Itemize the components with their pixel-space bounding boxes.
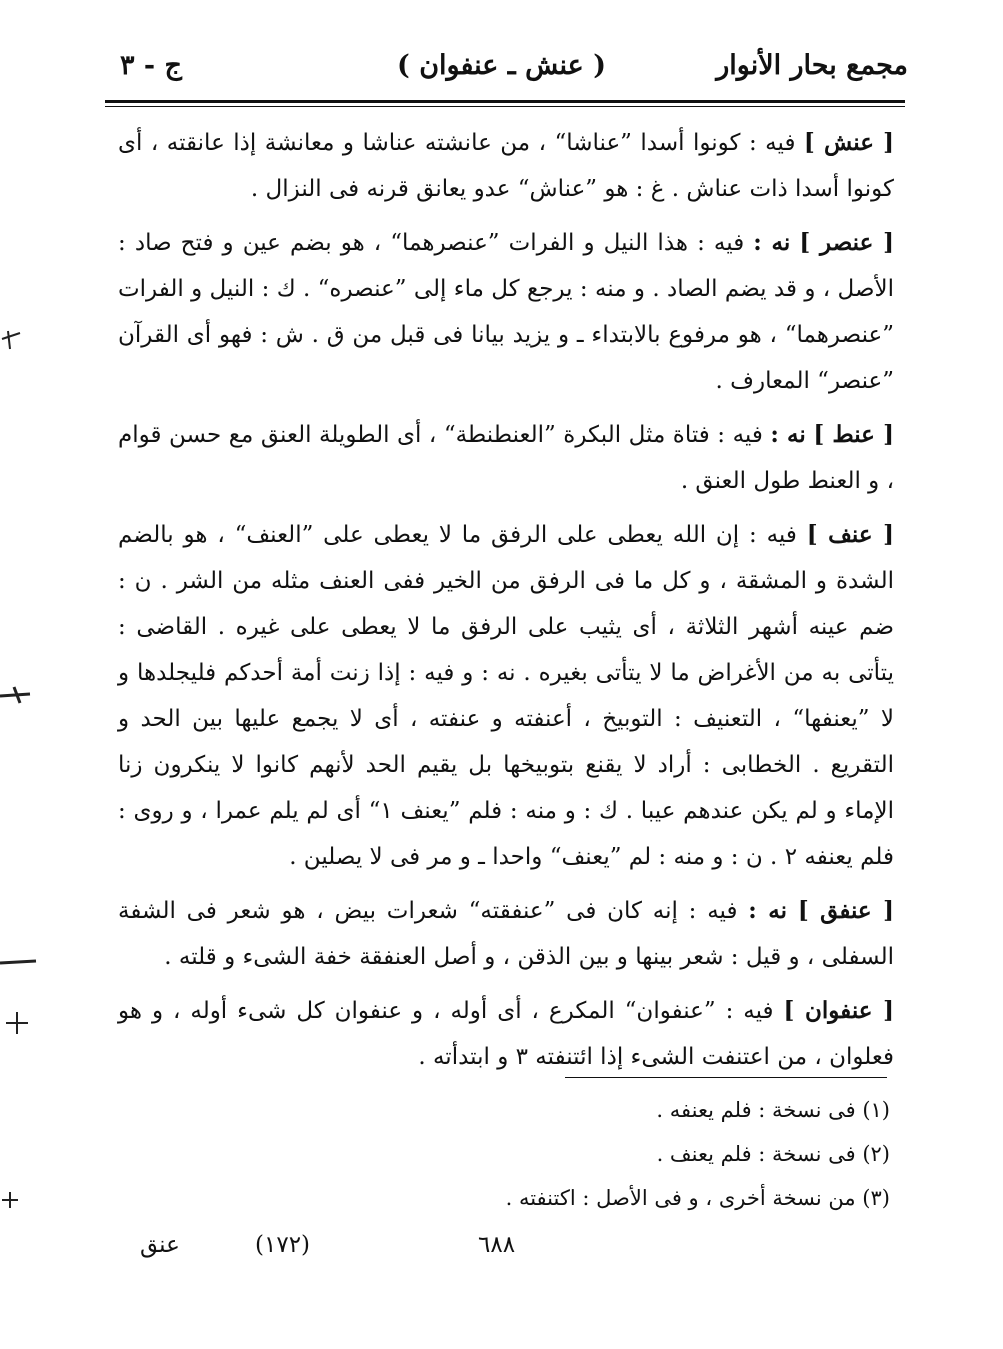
entry-source: نه :: [748, 897, 788, 924]
footnote-rule: [565, 1077, 887, 1078]
entry-text: فيه : كونوا أسدا ”عناشا“ ، من عانشته عناشا و معانشة إذا عانقته ، أى كونوا أسدا ذات عناش . غ : هو ”عناش“ عدو يعانق قرنه فى النزال .: [118, 130, 894, 202]
entry-anfaq: [118, 888, 894, 980]
page-number: ٦٨٨: [478, 1232, 516, 1258]
entry-anash: [118, 120, 894, 212]
entry-text: فيه : هذا النيل و الفرات ”عنصرهما“ ، هو بضم عين و فتح صاد : الأصل ، و قد يضم الصاد . و منه : يرجع كل ماء إلى ”عنصره“ . ك : النيل و الفرات ”عنصرهما“ ، هو مرفوع بالابتداء ـ و يزيد بيانا فى قبل من ق . ش : فهو أى القرآن ”عنصر“ المعارف .: [118, 230, 894, 394]
entry-unsur: [118, 220, 894, 404]
entry-headword: [ عنط ]: [813, 421, 894, 448]
catchword: عنق: [140, 1232, 180, 1258]
volume-label: ج - ٣: [120, 50, 182, 81]
margin-mark-icon: [0, 1190, 20, 1210]
footnote-3: (٣) من نسخة أخرى ، و فى الأصل : اكتنفته .: [505, 1186, 890, 1210]
header-rule-thick: [105, 100, 905, 103]
margin-mark-icon: [4, 1010, 30, 1036]
page-body: [118, 120, 894, 1088]
running-header: [0, 50, 1003, 96]
entry-unfuwan: [118, 988, 894, 1080]
entry-headword: [ عنصر ]: [799, 229, 895, 256]
entry-source: نه :: [770, 421, 806, 448]
entry-headword: [ عنش ]: [803, 129, 894, 156]
margin-mark-icon: [0, 325, 24, 355]
entry-unf: [118, 512, 894, 880]
margin-mark-icon: [0, 685, 34, 707]
footnote-2: (٢) فى نسخة : فلم يعنف .: [656, 1142, 890, 1166]
entry-headword: [ عنف ]: [806, 521, 894, 548]
book-title: مجمع بحار الأنوار: [716, 50, 908, 81]
entry-anat: [118, 412, 894, 504]
entry-source: نه :: [753, 229, 791, 256]
entry-headword: [ عنفوان ]: [783, 997, 894, 1024]
entry-text: فيه : إنه كان فى ”عنفقته“ شعرات بيض ، هو شعر فى الشفة السفلى ، و قيل : شعر بينها و بين الذقن ، و أصل العنفقة خفة الشىء و قلته .: [118, 898, 894, 970]
entry-range: ( عنش ـ عنفوان ): [397, 50, 606, 81]
entry-text: فيه : فتاة مثل البكرة ”العنطنطة“ ، أى الطويلة العنق مع حسن قوام ، و العنط طول العنق .: [118, 422, 894, 494]
entry-text: فيه : إن الله يعطى على الرفق ما لا يعطى على ”العنف“ ، هو بالضم الشدة و المشقة ، و كل ما فى الرفق من الخير ففى العنف مثله من الشر . ن : ضم عينه أشهر الثلاثة ، أى يثيب على الرفق ما لا يعطى على غيره . القاضى : يتأتى به من الأغراض ما لا يتأتى بغيره . نه : و فيه : إذا زنت أمة أحدكم فليجلدها و لا ”يعنفها“ ، التعنيف : التوبيخ ، أعنفته و عنفته ، أى لا يجمع عليها بين الحد و التقريع . الخطابى : أراد لا يقنع بتوبيخها بل يقيم الحد لأنهم كانوا لا ينكرون زنا الإماء و لم يكن عندهم عيبا . ك : و منه : فلم ”يعنف ١“ أى لم يلم عمرا ، و روى : فلم يعنفه ٢ . ن : و منه : لم ”يعنف“ واحدا ـ و مر فى لا يصلين .: [118, 522, 895, 870]
volume-page-number: (١٧٢): [255, 1232, 311, 1258]
entry-text: فيه : ”عنفوان“ المكرع ، أى أوله ، و عنفوان كل شىء أوله ، و هو فعلوان ، من اعتنفت الشىء إذا ائتنفته ٣ و ابتدأته .: [118, 998, 894, 1070]
footnotes: [300, 1088, 890, 1220]
entry-headword: [ عنفق ]: [797, 897, 895, 924]
footnote-1: (١) فى نسخة : فلم يعنفه .: [656, 1098, 890, 1122]
header-rule-thin: [105, 106, 905, 107]
margin-mark-icon: [0, 955, 38, 971]
